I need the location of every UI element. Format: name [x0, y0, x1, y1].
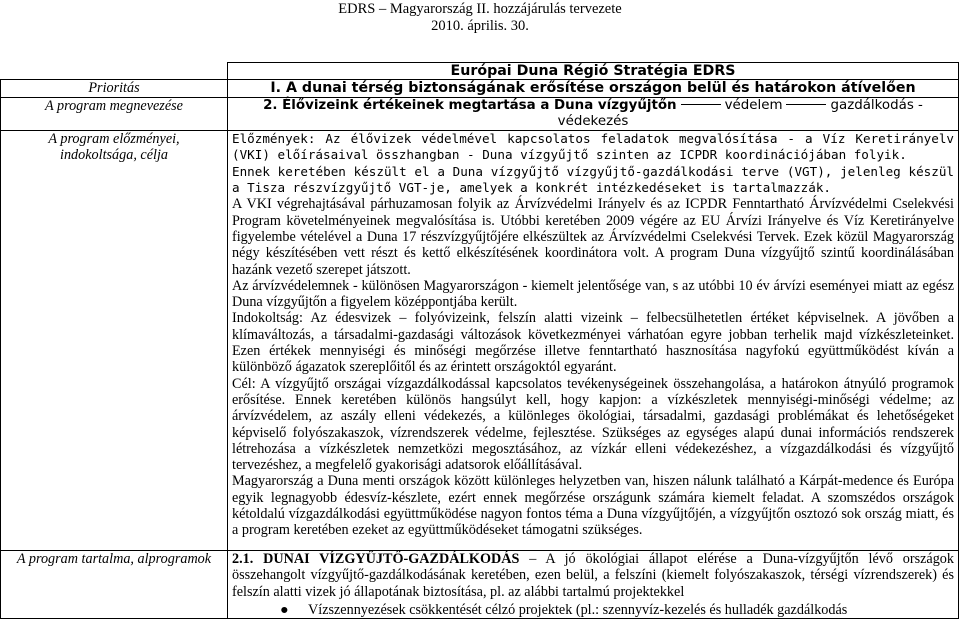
- background-content: [228, 131, 959, 551]
- bullet-text: Vízszennyezések csökkentését célzó projektek (pl.: szennyvíz-kezelés és hulladék gazdálkodás: [308, 602, 848, 619]
- bullet-dot-icon: ●: [280, 602, 289, 619]
- priority-label: Prioritás: [1, 80, 228, 97]
- header-title: EDRS – Magyarország II. hozzájárulás tervezete: [338, 1, 622, 17]
- program-table: [0, 62, 959, 619]
- paragraph-flood-directive: A VKI végrehajtásával párhuzamosan folyik az Árvízvédelmi Irányelv és az ICPDR Fenntartható Árvízvédelmi Cselekvési Program követelményeinek megvalósítása is. Utóbbi keretében 2009 végére az EU Árvízi Irányelve és Víz Keretirányelve figyelembe vételével a Duna 17 részvízgyűjtőjére elkészültek az Árvízvédelmi Cselekvési Tervek. Ezek közül Magyarország négy készítésében vett részt és kettő elkészítésének koordinátora volt. A program Duna vízgyűjtő szintű koordinálásában hazánk vezető szerepet játszott.: [232, 196, 954, 278]
- header-date: 2010. április. 30.: [431, 18, 529, 34]
- table-row: [1, 63, 959, 80]
- table-row: [1, 80, 959, 97]
- background-label: A program előzményei, indokoltsága, célja: [1, 131, 228, 551]
- content-label: A program tartalma, alprogramok: [1, 551, 228, 619]
- program-name-part-c: gazdálkodás - védekezés: [557, 97, 923, 129]
- paragraph-predecessors: Előzmények: Az élővizek védelmével kapcsolatos feladatok megvalósítása - a Víz Keretirányelv (VKI) előírásaival összhangban - Duna vízgyűjtő szinten az ICPDR koordinációjában folyik.: [232, 131, 954, 163]
- paragraph-hungary: Magyarország a Duna menti országok között különleges helyzetben van, hiszen nálunk található a Kárpát-medence és Európa egyik legnagyobb édesvíz-készlete, ezért ennek megőrzése országunk számára kiemelt feladat. A szomszédos országok kétoldalú vízgazdálkodási együttműködése nagyon fontos téma a Duna vízgyűjtőjén, a vízgyűjtőn osztozó sok ország miatt, és a program keretében ezeket az együttműködéseket támogatni szükséges.: [232, 473, 954, 539]
- table-row: [1, 551, 959, 619]
- table-row: [1, 97, 959, 131]
- subprogram-text: – A jó ökológiai állapot elérése a Duna-vízgyűjtőn lévő országok összehangolt vízgyűjtő-gazdálkodásának keretében, ezen belül, a felszíni (kiemelt folyószakaszok, térségi vízrendszerek) és felszín alatti vizek jó állapotának biztosítása, pl. az alábbi tartalmú projektekkel: [232, 551, 954, 600]
- paragraph-goal: Cél: A vízgyűjtő országai vízgazdálkodással kapcsolatos tevékenységeinek összehangolása, a határokon átnyúló programok erősítése. Ennek keretében különös hangsúlyt kell, hogy kapjon: a vízkészletek mennyiségi-minőségi védelme; az árvízvédelem, az aszály elleni védekezés, a különleges ökológiai, társadalmi, gazdasági problémákat és lehetőségeket képviselő folyószakaszok, vízrendszerek védelme, fejlesztése. Szükséges az egységes alapú dunai információs rendszerek létrehozása a vízkészletek nemzetközi megosztásához, az vízkár elleni védekezéshez, a vízgazdálkodási és vízgyűjtő tervezéshez, a megfelelő gyakorisági adatsorok előállításával.: [232, 375, 954, 474]
- program-name-main: 2. Élővizeink értékeinek megtartása a Duna vízgyűjtőn: [263, 97, 677, 113]
- program-name-part-b: védelem: [724, 97, 783, 113]
- separator-line: [681, 104, 721, 105]
- subprogram-paragraph: [232, 551, 954, 600]
- document-header: [0, 0, 960, 61]
- empty-cell: [1, 63, 228, 80]
- subprogram-heading: 2.1. DUNAI VÍZGYŰJTŐ-GAZDÁLKODÁS: [232, 551, 520, 568]
- paragraph-vgt: Ennek keretében készült el a Duna vízgyűjtő vízgyűjtő-gazdálkodási terve (VGT), jelenleg készül a Tisza részvízgyűjtő VGT-je, amelyek a konkrét intézkedéseket is tartalmazzák.: [232, 163, 954, 196]
- priority-value: I. A dunai térség biztonságának erősítése országon belül és határokon átívelően: [228, 80, 959, 97]
- list-item: [280, 602, 954, 618]
- table-row: [1, 131, 959, 551]
- paragraph-justification: Indokoltság: Az édesvizek – folyóvizeink, felszín alatti vizeink – felbecsülhetetlen értéket képviselnek. A jövőben a klímaváltozás, a társadalmi-gazdasági változások következményei várhatóan egyre jobban terhelik majd vízkészleteinket. Ezen értékek mennyiségi és minőségi megőrzése illetve fenntartható hasznosítása nagyfokú együttműködést kíván a különböző ágazatok szereplőitől és az érintett országoktól egyaránt.: [232, 310, 954, 376]
- program-name-value: [228, 97, 959, 131]
- separator-line: [786, 104, 826, 105]
- content-cell: [228, 551, 959, 619]
- program-name-label: A program megnevezése: [1, 97, 228, 131]
- strategy-title: Európai Duna Régió Stratégia EDRS: [228, 63, 959, 80]
- paragraph-flood-importance: Az árvízvédelemnek - különösen Magyarországon - kiemelt jelentősége van, s az utóbbi 10 év árvízi eseményei miatt az egész Duna vízgyűjtőn a figyelem középpontjába került.: [232, 277, 954, 311]
